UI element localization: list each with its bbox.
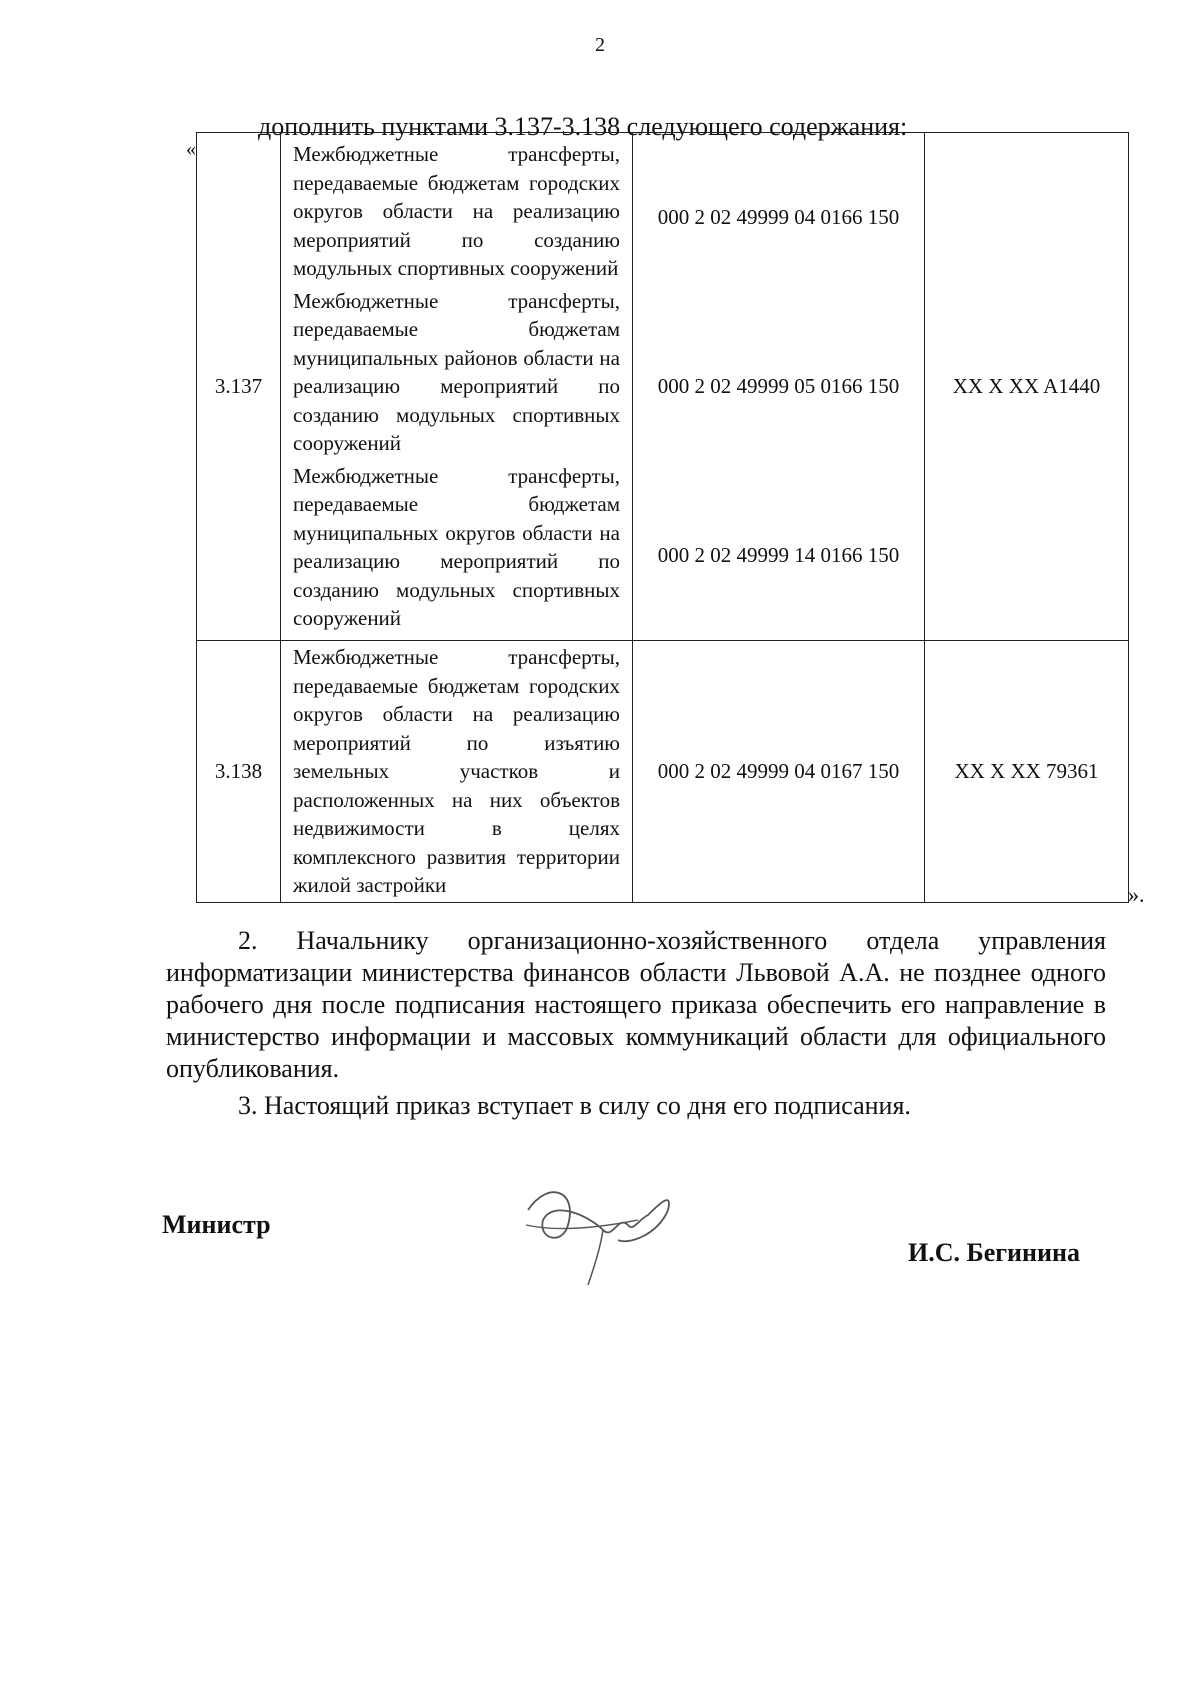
budget-code: 000 2 02 49999 04 0167 150	[633, 641, 925, 903]
table-row	[197, 133, 1129, 641]
codes-table	[196, 132, 1129, 903]
table-row	[197, 641, 1129, 903]
page-number: 2	[595, 34, 605, 56]
paragraph-3: 3. Настоящий приказ вступает в силу со дня его подписания.	[238, 1091, 911, 1120]
description-cell	[281, 133, 633, 641]
description-text: Межбюджетные трансферты, передаваемые бюджетам муниципальных районов области на реализацию мероприятий по созданию модульных спортивных сооружений	[293, 288, 620, 456]
quote-close: ».	[1128, 882, 1145, 907]
description-text: Межбюджетные трансферты, передаваемые бюджетам муниципальных округов области на реализацию мероприятий по созданию модульных спортивных сооружений	[293, 463, 620, 631]
code-cell	[633, 133, 925, 641]
reference-code: XX X XX 79361	[925, 641, 1129, 903]
minister-title: Министр	[162, 1210, 271, 1239]
quote-open: «	[186, 138, 196, 160]
description-text: Межбюджетные трансферты, передаваемые бюджетам городских округов области на реализацию мероприятий по созданию модульных спортивных сооружений	[293, 142, 620, 281]
intro-text: дополнить пунктами 3.137-3.138 следующего содержания:	[258, 112, 908, 141]
description-cell	[281, 641, 633, 903]
budget-code: 000 2 02 49999 14 0166 150	[657, 543, 900, 567]
row-number: 3.138	[197, 641, 281, 903]
description-text: Межбюджетные трансферты, передаваемые бюджетам городских округов области на реализацию мероприятий по изъятию земельных участков и расположенных на них объектов недвижимости в целях комплексного развития территории жилой застройки	[293, 645, 620, 897]
paragraph-2: 2. Начальнику организационно-хозяйственного отдела управления информатизации министерства финансов области Львовой А.А. не позднее одного рабочего дня после подписания настоящего приказа обеспечить его направление в министерство информации и массовых коммуникаций области для официального опубликования.	[166, 926, 1106, 1083]
reference-code: XX X XX A1440	[925, 133, 1129, 641]
minister-name: И.С. Бегинина	[908, 1238, 1080, 1267]
budget-code: 000 2 02 49999 04 0166 150	[657, 205, 900, 229]
row-number: 3.137	[197, 133, 281, 641]
handwritten-signature	[508, 1170, 688, 1290]
budget-code: 000 2 02 49999 05 0166 150	[657, 374, 900, 398]
